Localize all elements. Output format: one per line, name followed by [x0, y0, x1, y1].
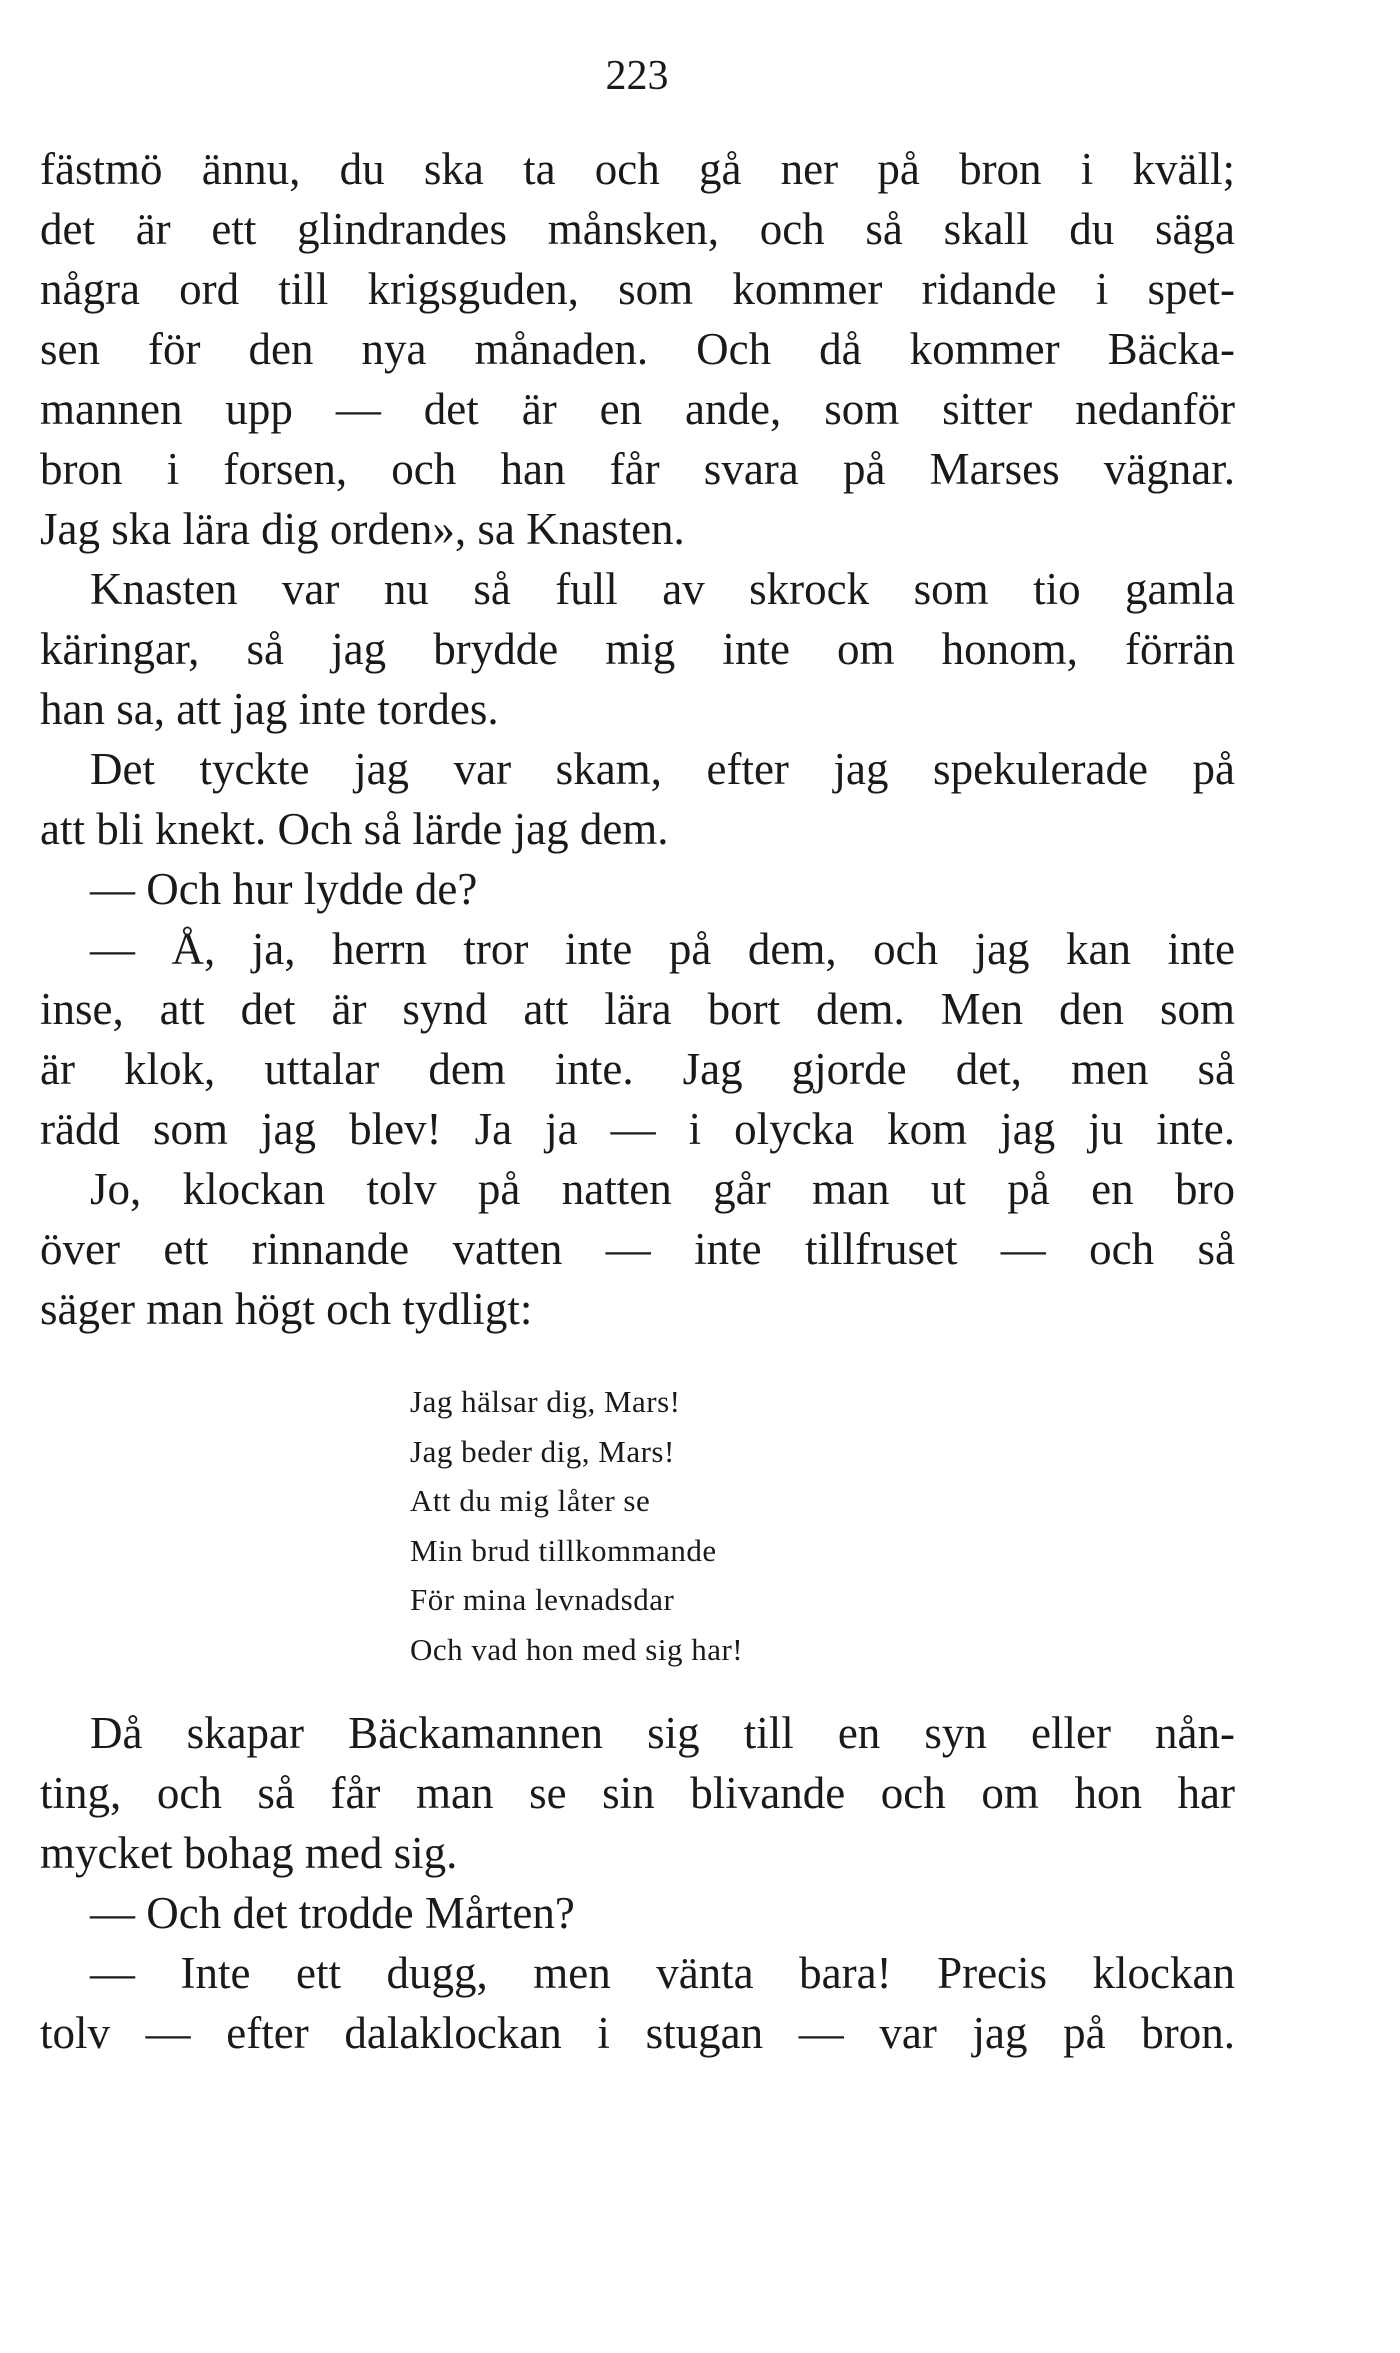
verse-line: Och vad hon med sig har!	[410, 1631, 744, 1667]
text-line: rädd som jag blev! Ja ja — i olycka kom jag ju inte.	[40, 1104, 1235, 1154]
text-line: käringar, så jag brydde mig inte om honom, förrän	[40, 624, 1235, 674]
body-text-top	[40, 139, 1235, 1339]
text-line: Jo, klockan tolv på natten går man ut på en bro	[90, 1164, 1235, 1214]
page-number: 223	[605, 53, 669, 99]
verse-line: Min brud tillkommande	[410, 1532, 717, 1568]
verse-line: För mina levnadsdar	[410, 1582, 675, 1617]
text-line: — Och det trodde Mårten?	[90, 1888, 575, 1938]
text-line: över ett rinnande vatten — inte tillfruset — och så	[40, 1224, 1235, 1274]
verse-line: Jag hälsar dig, Mars!	[410, 1384, 681, 1419]
verse-block	[410, 1377, 743, 1674]
text-line: — Och hur lydde de?	[90, 864, 478, 914]
text-line: ting, och så får man se sin blivande och om hon har	[40, 1768, 1235, 1818]
text-line: — Å, ja, herrn tror inte på dem, och jag kan inte	[90, 924, 1235, 974]
verse-line: Jag beder dig, Mars!	[410, 1433, 675, 1469]
text-line: säger man högt och tydligt:	[40, 1284, 533, 1334]
text-line: Det tyckte jag var skam, efter jag spekulerade på	[90, 744, 1235, 794]
body-text-bottom	[40, 1703, 1235, 2063]
text-line: mannen upp — det är en ande, som sitter nedanför	[40, 384, 1235, 434]
text-line: han sa, att jag inte tordes.	[40, 684, 499, 734]
text-line: tolv — efter dalaklockan i stugan — var jag på bron.	[40, 2008, 1235, 2058]
text-line: bron i forsen, och han får svara på Marses vägnar.	[40, 444, 1235, 494]
verse-line: Att du mig låter se	[410, 1483, 651, 1518]
text-line: är klok, uttalar dem inte. Jag gjorde det, men så	[40, 1044, 1235, 1094]
text-line: fästmö ännu, du ska ta och gå ner på bron i kväll;	[40, 144, 1235, 194]
text-line: — Inte ett dugg, men vänta bara! Precis klockan	[90, 1948, 1235, 1998]
text-line: inse, att det är synd att lära bort dem. Men den som	[40, 984, 1235, 1034]
text-line: sen för den nya månaden. Och då kommer Bäcka-	[40, 324, 1235, 374]
text-line: det är ett glindrandes månsken, och så skall du säga	[40, 204, 1235, 254]
text-line: Knasten var nu så full av skrock som tio gamla	[90, 564, 1235, 614]
text-line: några ord till krigsguden, som kommer ridande i spet-	[40, 264, 1235, 314]
text-line: mycket bohag med sig.	[40, 1828, 458, 1878]
text-line: att bli knekt. Och så lärde jag dem.	[40, 804, 669, 854]
text-line: Då skapar Bäckamannen sig till en syn eller nån-	[90, 1708, 1235, 1758]
text-line: Jag ska lära dig orden», sa Knasten.	[40, 504, 685, 554]
